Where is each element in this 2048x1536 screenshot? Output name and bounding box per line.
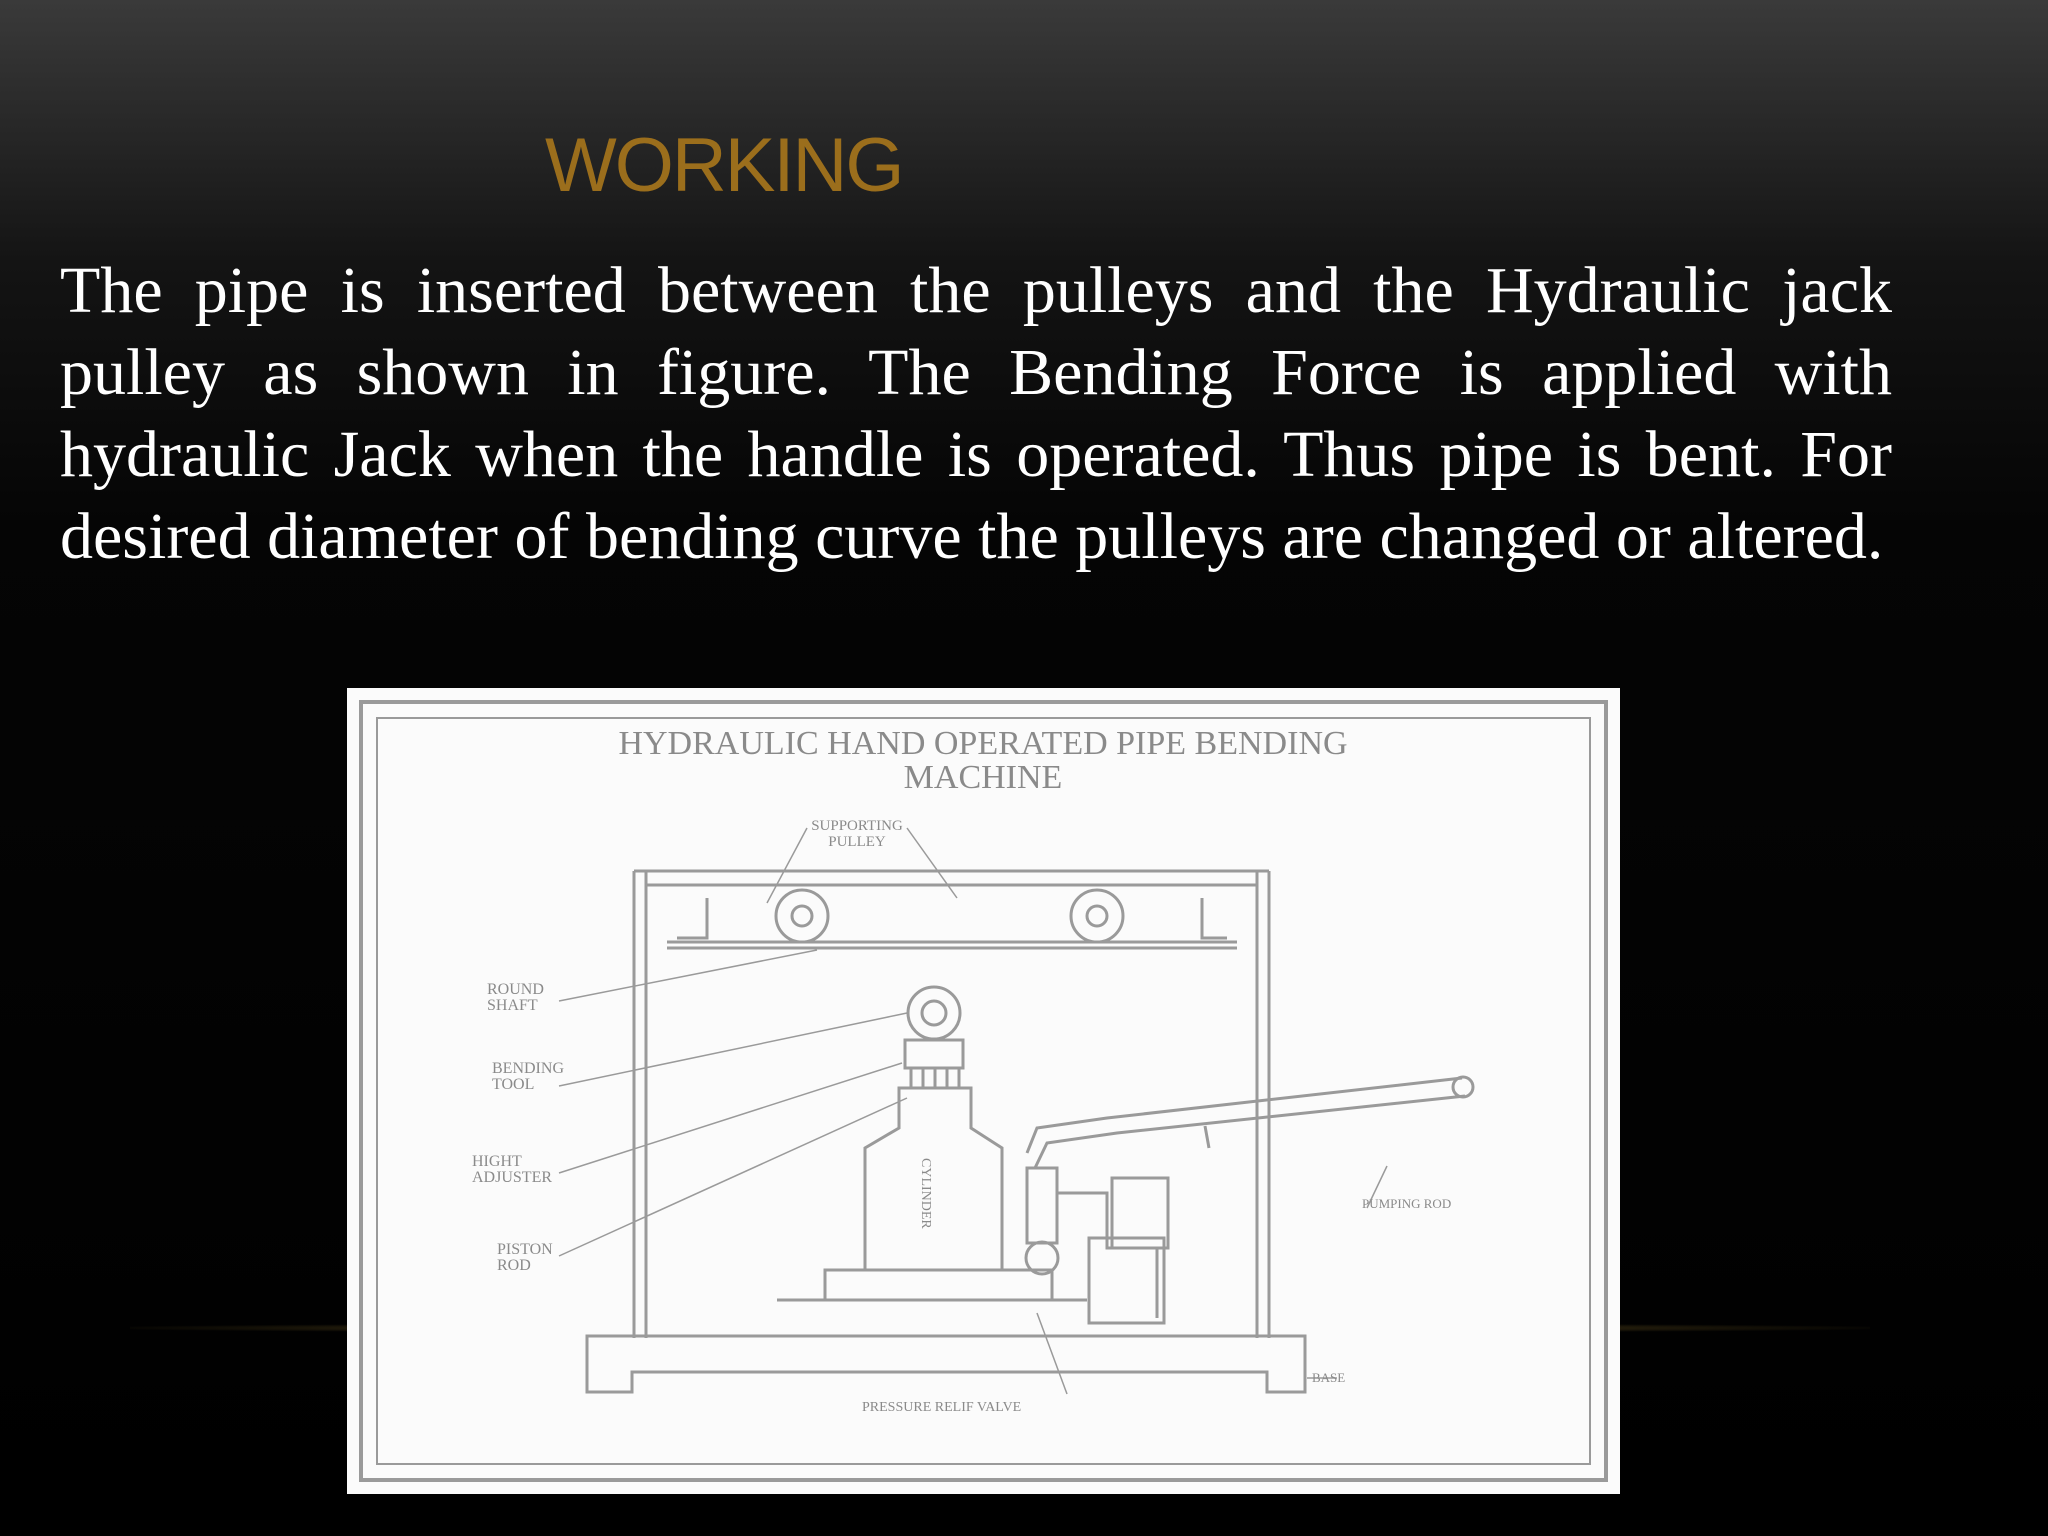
machine-frame: [634, 871, 1269, 1338]
bending-tool: [905, 987, 963, 1088]
inner-frame: [377, 718, 1590, 1464]
label-supporting-pulley-1: SUPPORTING: [811, 818, 903, 834]
label-round-shaft-1: ROUND: [487, 981, 544, 998]
label-piston-rod-2: ROD: [497, 1257, 531, 1274]
label-bending-tool-2: TOOL: [492, 1076, 535, 1093]
figure-title-line2: MACHINE: [903, 759, 1063, 796]
supporting-pulley-left: [776, 890, 828, 942]
machine-diagram: [347, 688, 1620, 1494]
label-round-shaft-2: SHAFT: [487, 997, 538, 1014]
figure-title-line1: HYDRAULIC HAND OPERATED PIPE BENDING: [618, 725, 1348, 762]
label-height-adjuster-1: HIGHT: [472, 1153, 522, 1170]
label-pressure-relief-valve: PRESSURE RELIF VALVE: [862, 1400, 1022, 1415]
machine-diagram-drawing: [347, 688, 1620, 1494]
label-supporting-pulley-2: PULLEY: [828, 834, 886, 850]
machine-base: [587, 1336, 1305, 1392]
label-bending-tool-1: BENDING: [492, 1060, 564, 1077]
label-pumping-rod: PUMPING ROD: [1362, 1196, 1452, 1211]
label-height-adjuster-2: ADJUSTER: [472, 1169, 553, 1186]
label-base: BASE: [1312, 1370, 1346, 1385]
label-cylinder: CYLINDER: [918, 1158, 933, 1229]
outer-frame: [361, 702, 1606, 1480]
supporting-pulley-right: [1071, 890, 1123, 942]
pumping-handle: [1027, 1077, 1473, 1168]
leader-lines: [559, 828, 1387, 1394]
slide-title: WORKING: [545, 123, 903, 208]
body-paragraph: The pipe is inserted between the pulleys and the Hydraulic jack pulley as shown in figure. The Bending Force is applied with hydraulic Jack when the handle is operated. Thus pipe is bent. For desired diameter of bending curve the pulleys are changed or altered.: [60, 254, 1892, 573]
label-piston-rod-1: PISTON: [497, 1241, 553, 1258]
